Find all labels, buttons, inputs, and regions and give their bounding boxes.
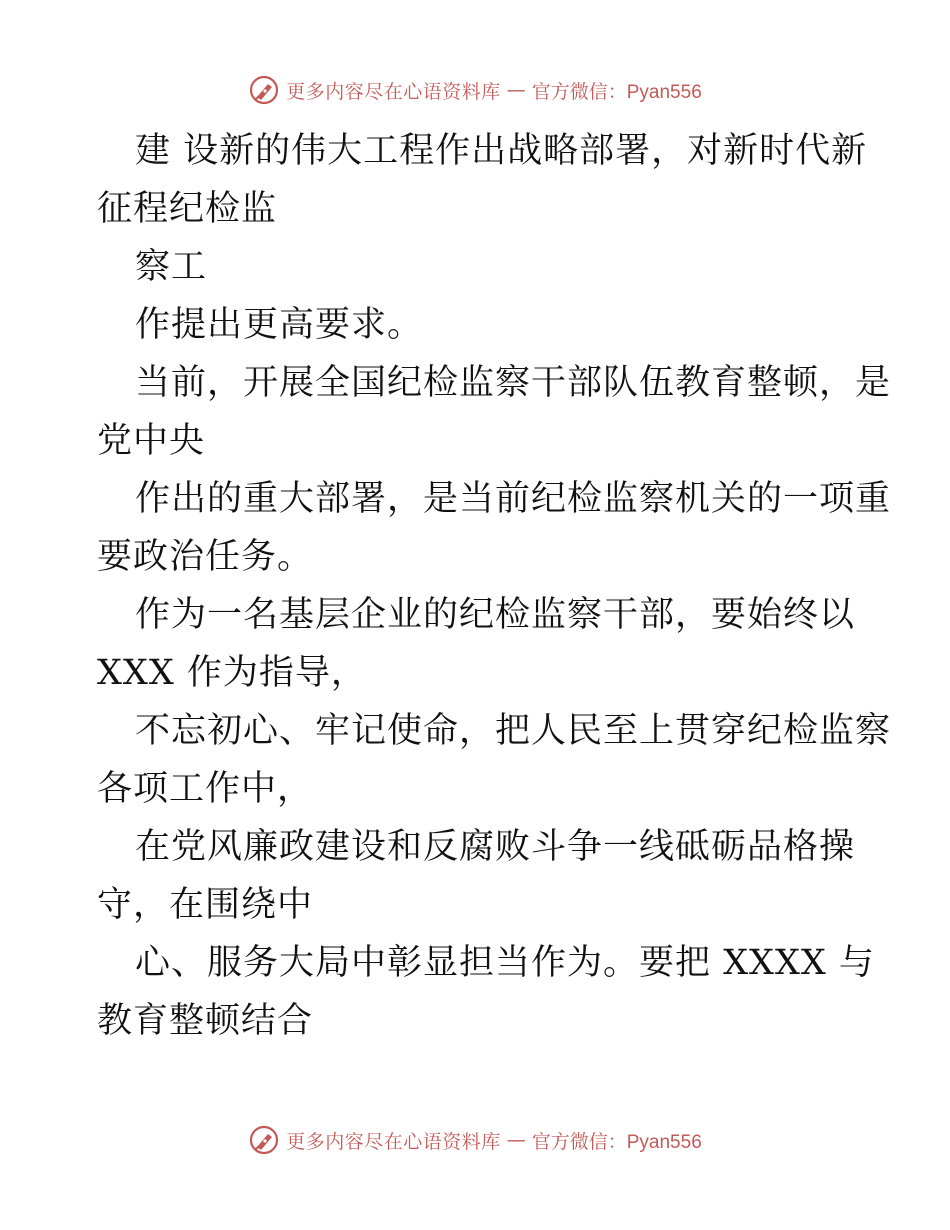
footer-watermark <box>0 1120 950 1160</box>
text-line: 征程纪检监 <box>97 189 278 229</box>
watermark-contact: 官方微信：Pyan556 <box>531 81 702 103</box>
text-line: 作提出更高要求。 <box>135 305 424 345</box>
text-line: 在党风廉政建设和反腐败斗争一线砥砺品格操 <box>135 827 856 867</box>
watermark-separator: — <box>506 1129 526 1151</box>
text-line: 作为一名基层企业的纪检监察干部，要始终以 <box>135 595 856 635</box>
watermark-text: 更多内容尽在心语资料库 <box>286 1130 501 1153</box>
document-body <box>97 122 892 1050</box>
text-line: 党中央 <box>97 421 206 461</box>
pen-nib-logo-icon <box>248 1124 280 1156</box>
watermark-separator: — <box>506 79 526 101</box>
text-line: 要政治任务。 <box>97 537 314 577</box>
text-line: 察工 <box>135 247 208 287</box>
text-line: 建 设新的伟大工程作出战略部署，对新时代新 <box>135 131 868 171</box>
text-line: 守，在围绕中 <box>97 885 314 925</box>
text-line: 心、服务大局中彰显担当作为。要把 XXXX 与 <box>135 943 875 983</box>
text-line: 不忘初心、牢记使命，把人民至上贯穿纪检监察 <box>135 711 892 751</box>
text-line: 作出的重大部署，是当前纪检监察机关的一项重 <box>135 479 892 519</box>
text-line: 当前，开展全国纪检监察干部队伍教育整顿，是 <box>135 363 892 403</box>
text-line: 各项工作中， <box>97 769 314 809</box>
watermark-contact: 官方微信：Pyan556 <box>531 1131 702 1153</box>
text-line: XXX 作为指导， <box>97 653 367 693</box>
header-watermark <box>0 70 950 110</box>
text-line: 教育整顿结合 <box>97 1001 314 1041</box>
watermark-text: 更多内容尽在心语资料库 <box>286 80 501 103</box>
pen-nib-logo-icon <box>248 74 280 106</box>
